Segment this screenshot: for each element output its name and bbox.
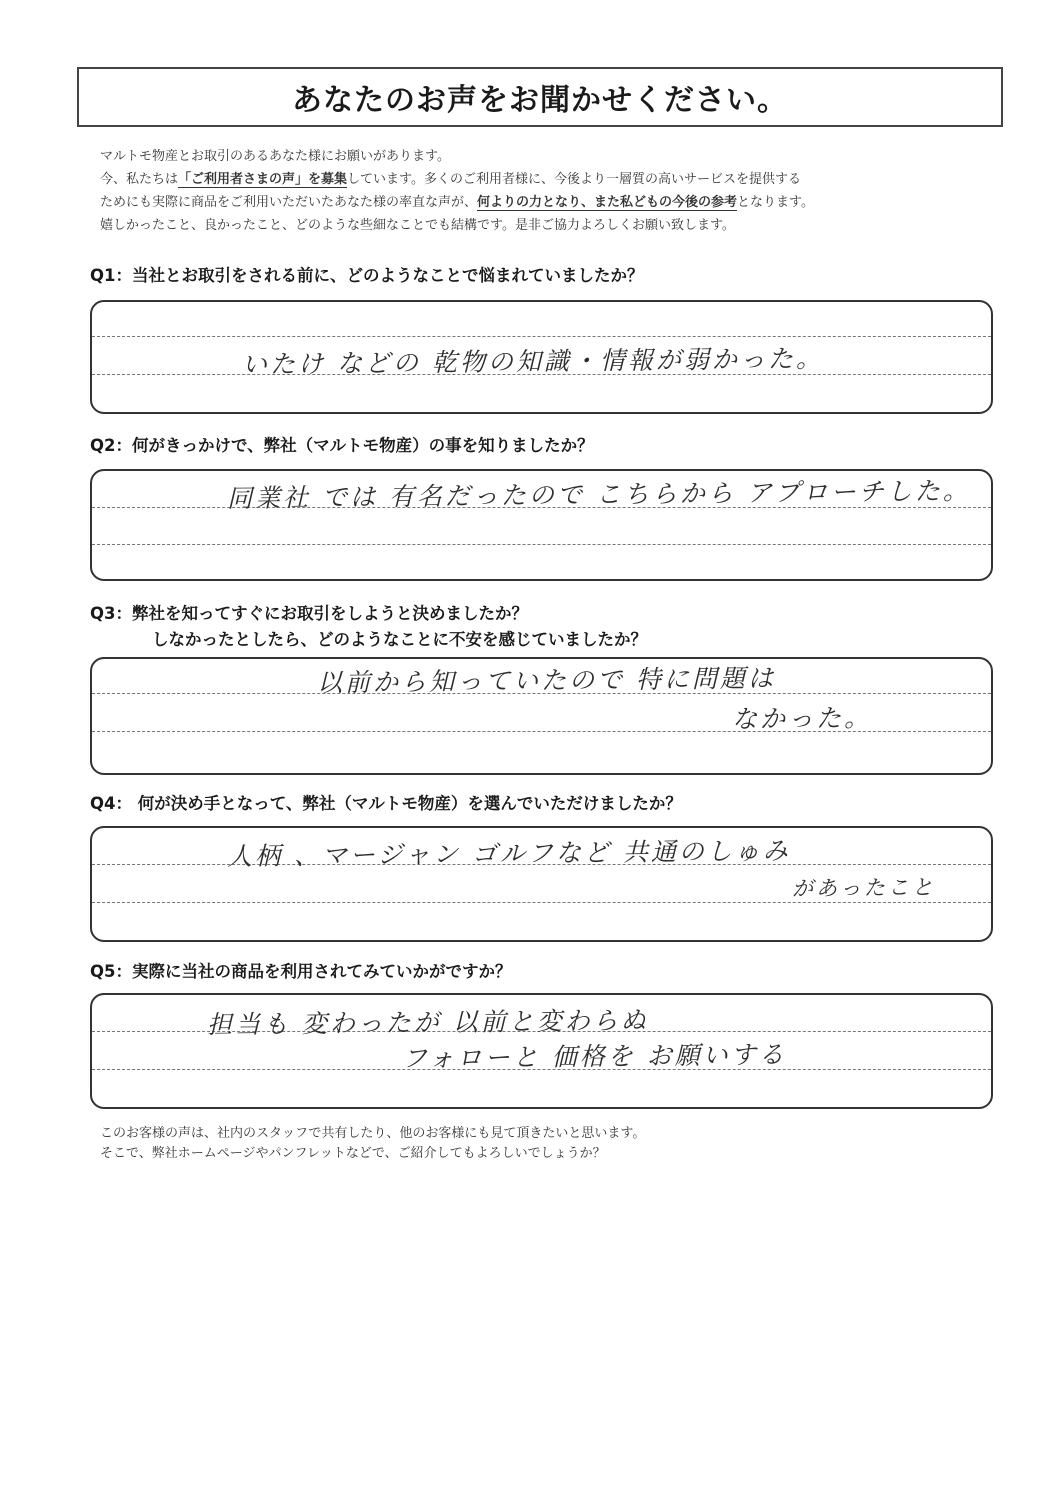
intro-line-2 bbox=[100, 168, 980, 191]
guide-line bbox=[92, 544, 991, 545]
intro-line-4: 嬉しかったこと、良かったこと、どのような些細なことでも結構です。是非ご協力よろしくお願い致します。 bbox=[100, 218, 735, 233]
answer-box-4 bbox=[90, 826, 993, 942]
title-box bbox=[77, 67, 1003, 127]
guide-line bbox=[92, 902, 991, 903]
intro-highlight-2: 何よりの力となり、また私どもの今後の参考 bbox=[477, 195, 738, 210]
answer-5-line-1: 担当も 変わったが 以前と変わらぬ bbox=[206, 1005, 649, 1040]
answer-4-line-2: があったこと bbox=[791, 875, 936, 901]
answer-box-2 bbox=[90, 469, 993, 581]
intro-highlight-1: 「ご利用者さまの声」を募集 bbox=[178, 172, 348, 187]
intro-text bbox=[100, 145, 980, 237]
answer-5-line-2: フォローと 価格を お願いする bbox=[401, 1039, 787, 1074]
answer-box-3 bbox=[90, 657, 993, 775]
intro-line-2-post: しています。多くのご利用者様に、今後より一層質の高いサービスを提供する bbox=[347, 172, 801, 187]
answer-1-line-1: いたけ などの 乾物の知識・情報が弱かった。 bbox=[241, 343, 825, 380]
question-3-label-line-2: しなかったとしたら、どのようなことに不安を感じていましたか？ bbox=[152, 630, 647, 649]
answer-3-line-1: 以前から知っていたので 特に問題は bbox=[316, 663, 777, 698]
page-title: あなたのお声をお聞かせください。 bbox=[292, 83, 788, 118]
question-2-label: Q2：何がきっかけで、弊社（マルトモ物産）の事を知りましたか？ bbox=[90, 436, 594, 455]
answer-box-5 bbox=[90, 993, 993, 1109]
answer-2-line-1: 同業社 では 有名だったので こちらから アプローチした。 bbox=[226, 476, 971, 513]
answer-3-line-2: なかった。 bbox=[731, 703, 873, 734]
intro-line-1: マルトモ物産とお取引のあるあなた様にお願いがあります。 bbox=[100, 149, 450, 164]
intro-line-3 bbox=[100, 191, 980, 214]
question-3-label: Q3：弊社を知ってすぐにお取引をしようと決めましたか？ bbox=[90, 604, 529, 623]
intro-line-2-pre: 今、私たちは bbox=[100, 172, 179, 187]
footer-line-1: このお客様の声は、社内のスタッフで共有したり、他のお客様にも見て頂きたいと思います。 bbox=[100, 1126, 646, 1141]
footer-line-2: そこで、弊社ホームページやパンフレットなどで、ご紹介してもよろしいでしょうか？ bbox=[100, 1146, 606, 1161]
intro-line-3-pre: ためにも実際に商品をご利用いただいたあなた様の率直な声が、 bbox=[100, 195, 478, 210]
footer-text bbox=[100, 1124, 645, 1164]
answer-box-1 bbox=[90, 300, 993, 414]
answer-4-line-1: 人柄 、マージャン ゴルフなど 共通のしゅみ bbox=[226, 836, 791, 871]
guide-line bbox=[92, 336, 991, 337]
question-5-label: Q5：実際に当社の商品を利用されてみていかがですか？ bbox=[90, 962, 512, 981]
intro-line-3-post: となります。 bbox=[737, 195, 814, 210]
question-1-label: Q1：当社とお取引をされる前に、どのようなことで悩まれていましたか？ bbox=[90, 266, 644, 285]
question-4-label: Q4： 何が決め手となって、弊社（マルトモ物産）を選んでいただけましたか？ bbox=[90, 794, 682, 813]
